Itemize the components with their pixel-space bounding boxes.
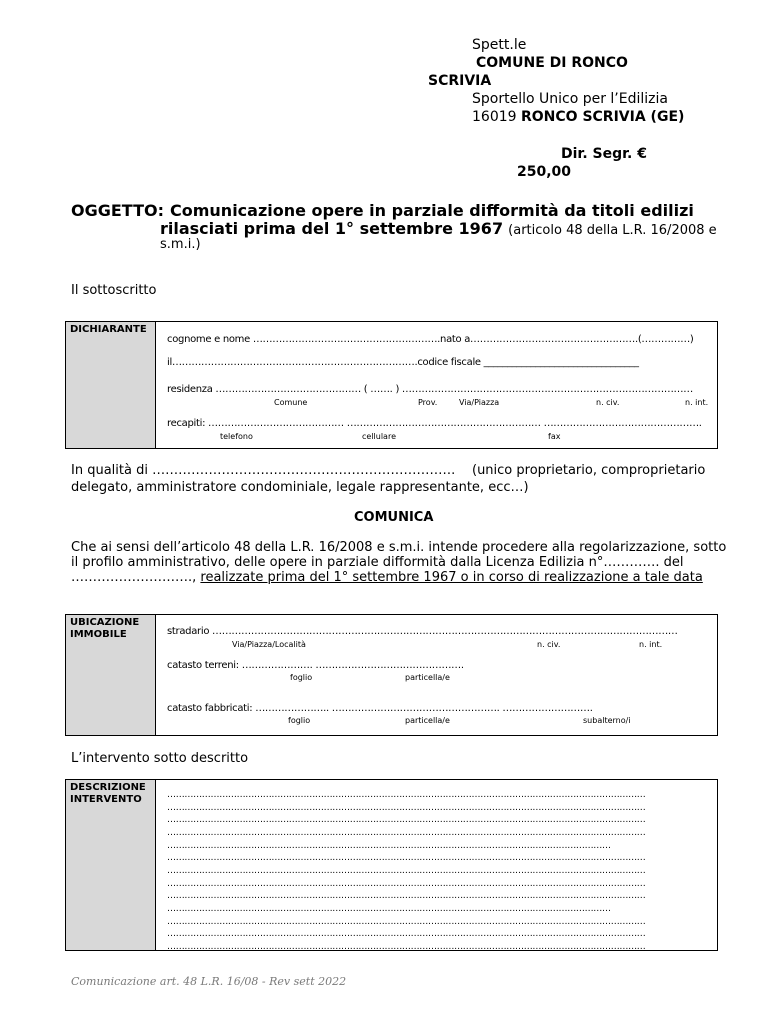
descrizione-line[interactable]: ………………………………………………………………………………………………………………………………………………… (167, 828, 646, 838)
oggetto-line2-title: rilasciati prima del 1° settembre 1967 (160, 219, 504, 238)
oggetto-line3: s.m.i.) (160, 237, 201, 252)
dichiarante-birth-field[interactable]: il………………………………………………………………….codice fiscale _________________________________ (167, 357, 639, 368)
descrizione-line[interactable]: ………………………………………………………………………………………………………………………………………………… (167, 891, 646, 902)
comunica-line1: Che ai sensi dell’articolo 48 della L.R. 16/2008 e s.m.i. intende procedere alla regolarizzazione, sotto (71, 540, 727, 555)
qualita-line2: delegato, amministratore condominiale, legale rappresentante, ecc…) (71, 480, 529, 495)
comunica-title: COMUNICA (354, 510, 434, 525)
label-fabbricati-particella: particella/e (405, 716, 450, 725)
descrizione-line[interactable]: ………………………………………………………………………………………………………………………………………………… (167, 815, 646, 826)
descrizione-line[interactable]: ………………………………………………………………………………………………………………………………………………… (167, 878, 646, 889)
dichiarante-name-field[interactable]: cognome e nome ………………………………………………….nato a…………………………………………….(……………) (167, 334, 694, 345)
catasto-fabbricati-field[interactable]: catasto fabbricati: ………………….. ……………………………………………. ………………………. (167, 703, 593, 714)
label-ubic-civ: n. civ. (537, 640, 561, 649)
oggetto-line1: Comunicazione opere in parziale difformità da titoli edilizi (170, 201, 694, 220)
label-comune: Comune (274, 398, 308, 407)
label-fabbricati-subalterno: subalterno/i (583, 716, 631, 725)
label-cellulare: cellulare (362, 432, 396, 441)
dichiarante-contacts-field[interactable]: recapiti: …………………………………… …………………………………………………… …………………………………………. (167, 418, 702, 429)
qualita-line1-a[interactable]: In qualità di ……………………………………………………………. (71, 463, 456, 478)
descrizione-line[interactable]: ………………………………………………………………………………………………………………………………………………… (167, 790, 646, 800)
comunica-underlined: realizzate prima del 1° settembre 1967 o in corso di realizzazione a tale data (200, 570, 703, 585)
label-telefono: telefono (220, 432, 253, 441)
label-terreni-particella: particella/e (405, 673, 450, 682)
dichiarante-residence-field[interactable]: residenza ……………………………………… ( ……. ) ……………………………………………………………………………… (167, 384, 693, 395)
label-int: n. int. (685, 398, 709, 407)
comunica-line3 (71, 570, 703, 585)
label-via-localita: Via/Piazza/Località (232, 640, 306, 649)
dir-segr-amount: 250,00 (517, 164, 572, 180)
address-line (472, 108, 684, 126)
label-prov: Prov. (418, 398, 438, 407)
descrizione-line[interactable]: ………………………………………………………………………………………………………………………………………………… (167, 853, 646, 864)
qualita-line1-b: (unico proprietario, comproprietario (472, 463, 706, 478)
city: RONCO SCRIVIA (GE) (521, 109, 685, 125)
dir-segr-label: Dir. Segr. € (561, 146, 647, 162)
footer-revision: Comunicazione art. 48 L.R. 16/08 - Rev sett 2022 (71, 975, 347, 988)
descrizione-line[interactable]: ………………………………………………………………………………………………………………………………………………… (167, 866, 646, 876)
oggetto-line2 (160, 219, 717, 238)
descrizione-line[interactable]: ………………………………………………………………………………………………………………………………………………… (167, 929, 646, 940)
descrizione-line[interactable]: ………………………………………………………………………………………………………………………………………………… (167, 916, 646, 927)
label-fax: fax (548, 432, 561, 441)
dichiarante-label: DICHIARANTE (66, 322, 156, 448)
descrizione-line[interactable]: ……………………………………………………………………………………………………………………………………… (167, 840, 611, 851)
label-terreni-foglio: foglio (290, 673, 313, 682)
addressee-greeting: Spett.le (472, 37, 527, 53)
label-ubic-int: n. int. (639, 640, 663, 649)
oggetto-line2-note: (articolo 48 della L.R. 16/2008 e (508, 223, 717, 238)
postal-code: 16019 (472, 109, 517, 125)
comune-name-line2: SCRIVIA (428, 73, 492, 89)
descrizione-label: DESCRIZIONE INTERVENTO (66, 780, 156, 950)
comunica-date-field[interactable]: ………………………., (71, 570, 201, 585)
sottoscritto-label: Il sottoscritto (71, 283, 157, 298)
ubicazione-address-field[interactable]: stradario ……………………………………………………………………………………………………………………………… (167, 626, 678, 637)
oggetto-label: OGGETTO: (71, 201, 164, 220)
comunica-line2: il profilo amministrativo, delle opere in parziale difformità dalla Licenza Edilizia n°…………. del (71, 555, 684, 570)
descrizione-line[interactable]: ………………………………………………………………………………………………………………………………………………… (167, 942, 646, 952)
label-fabbricati-foglio: foglio (288, 716, 311, 725)
descrizione-line[interactable]: ………………………………………………………………………………………………………………………………………………… (167, 802, 646, 813)
sportello-name: Sportello Unico per l’Edilizia (472, 91, 668, 107)
catasto-terreni-field[interactable]: catasto terreni: …………………. ………………………………………. (167, 660, 464, 671)
comune-name-line1: COMUNE DI RONCO (476, 55, 628, 71)
label-via: Via/Piazza (459, 398, 500, 407)
ubicazione-label: UBICAZIONE IMMOBILE (66, 615, 156, 735)
descrizione-line[interactable]: ……………………………………………………………………………………………………………………………………… (167, 904, 611, 914)
label-civ: n. civ. (596, 398, 620, 407)
intervento-intro: L’intervento sotto descritto (71, 751, 249, 766)
